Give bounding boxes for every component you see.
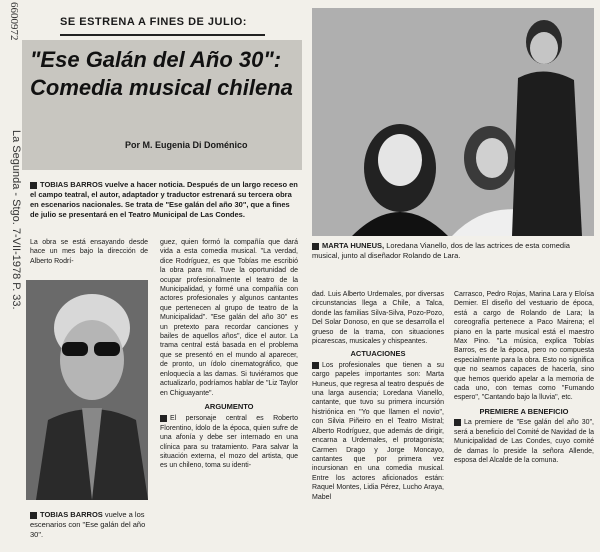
section-premiere-heading: PREMIERE A BENEFICIO bbox=[479, 406, 569, 416]
bullet-square-icon bbox=[30, 512, 37, 519]
bullet-square-icon bbox=[312, 243, 319, 250]
caption-2-text: vuelve a los escenarios con "Ese galán del año 30". bbox=[30, 510, 146, 539]
column-4-text: Carrasco, Pedro Rojas, Marina Lara y Eloísa Demier. El diseño del vestuario de época, está a cargo de Rolando de Lara; la coreografía pertenece a Paco Mairena; el piano en la parte musical está el maestro Max Pino. "La música, explica Tobías Barros, es de la época, pero no compuesta especialmente para la obra. Esto no significa que no seamos capaces de hacerla, sino que hemos querido apelar a la memoria de cada uno, con temas como "Fumando espero", "Cantando bajo la lluvia", etc. bbox=[454, 291, 594, 402]
bullet-square-icon bbox=[312, 362, 319, 369]
column-3-text: dad. Luis Alberto Urdemales, por diversas circunstancias llega a Chile, a Talca, donde las familias Silva-Silva, Pozo-Pozo, Del Solar Donoso, en que se desarrolla el grueso de la trama, con situaciones picarescas, musicales y chispeantes. bbox=[312, 291, 444, 346]
caption-1-text: Loredana Vianello, dos de las actrices de esta comedia musical, junto al diseñador Rolando de Lara. bbox=[312, 241, 570, 260]
lead-paragraph bbox=[30, 180, 298, 220]
argumento-text: El personaje central es Roberto Florentino, ídolo de la época, quien sufre de una afonía y debe ser internado en una clínica para su tratamiento. Para salvar la situación externa, el mozo del artista, que es un chileno, toma su identi- bbox=[160, 415, 298, 470]
section-actuaciones-heading: ACTUACIONES bbox=[350, 349, 406, 359]
actuaciones-text: Los profesionales que tienen a su cargo papeles importantes son: Marta Huneus, que regresa al teatro después de una larga ausencia; Loredana Vianello, cantante, que tuvo su primera incursión histriónica en "Yo que llamen el novio", con Silvia Piñeiro en el Teatro Mistral; Alberto Rodríguez, que además de dirigir, encarna a Urdemales, el protagonista; Carmen Drago y Jorge Moncayo, cantantes que por primera vez incursionan en una comedia musical. Entre los actores aficionados están: Raquel Montes, Lidia Pérez, Lucho Araya, Mabel bbox=[312, 361, 444, 501]
column-3 bbox=[312, 290, 444, 502]
portrait-illustration-icon bbox=[26, 280, 148, 500]
photo-tobias-barros bbox=[26, 280, 148, 500]
premiere-paragraph bbox=[454, 418, 594, 465]
kicker: SE ESTRENA A FINES DE JULIO: bbox=[60, 12, 265, 36]
caption-marta-huneus bbox=[312, 241, 594, 261]
bullet-square-icon bbox=[30, 182, 37, 189]
caption-tobias bbox=[30, 510, 155, 540]
lead-text: vuelve a hacer noticia. Después de un largo receso en el campo teatral, el autor, adaptador y traductor estrenará su tercera obra en escenarios nacionales. Se trata de "Ese galán del año 30", que a fines de julio se presentará en el Teatro Municipal de Las Condes. bbox=[30, 180, 298, 219]
headline bbox=[30, 46, 298, 102]
headline-line-2: Comedia musical chilena bbox=[30, 75, 293, 100]
caption-1-name: MARTA HUNEUS, bbox=[322, 241, 385, 250]
column-2 bbox=[160, 238, 298, 471]
column-4 bbox=[454, 290, 594, 465]
bullet-square-icon bbox=[160, 415, 167, 422]
argumento-paragraph bbox=[160, 414, 298, 470]
bullet-square-icon bbox=[454, 419, 461, 426]
actuaciones-paragraph bbox=[312, 361, 444, 502]
margin-note-top: 6600972 bbox=[8, 2, 20, 41]
section-argumento-heading: ARGUMENTO bbox=[204, 401, 254, 411]
column-1: La obra se está ensayando desde hace un mes bajo la dirección de Alberto Rodrí- bbox=[30, 239, 148, 265]
photo-actresses-designer bbox=[312, 8, 594, 236]
byline: Por M. Eugenia Di Doménico bbox=[125, 140, 248, 150]
column-2-text: guez, quien formó la compañía que dará vida a esta comedia musical. "La verdad, dice Rodríguez, es que Tobías me escribió la obra para mí. Tuve la oportunidad de ocupar profesionalmente el teatro de la Municipalidad, y formé una compañía con actores profesionales y algunos cantantes que pertenecen al grupo de teatro de la Municipalidad". "Ese galán del año 30" es un pretexto para recordar canciones y bailes de aquellos años", dice el autor. La trama central está basada en el problema que se presentó en el mundo al aparecer, de pronto, un ídolo cinematográfico, que enloquecía a las damas. Si tuviéramos que actualizarlo, podríamos hablar de "Liz Taylor en Chiguayante". bbox=[160, 239, 298, 397]
lead-name: TOBIAS BARROS bbox=[40, 180, 103, 189]
headline-line-1: "Ese Galán del Año 30": bbox=[30, 47, 282, 72]
caption-2-name: TOBIAS BARROS bbox=[40, 510, 103, 519]
premiere-text: La premiere de "Ese galán del año 30", será a beneficio del Comité de Navidad de la Municipalidad de Las Condes, cuyo comité de damas lo preside la señora Allende, esposa del Alcalde de la comuna. bbox=[454, 419, 594, 464]
group-photo-illustration-icon bbox=[312, 8, 594, 236]
margin-note-side: La Segunda - Stgo. 7-VII-1978 P. 33. bbox=[10, 130, 22, 310]
